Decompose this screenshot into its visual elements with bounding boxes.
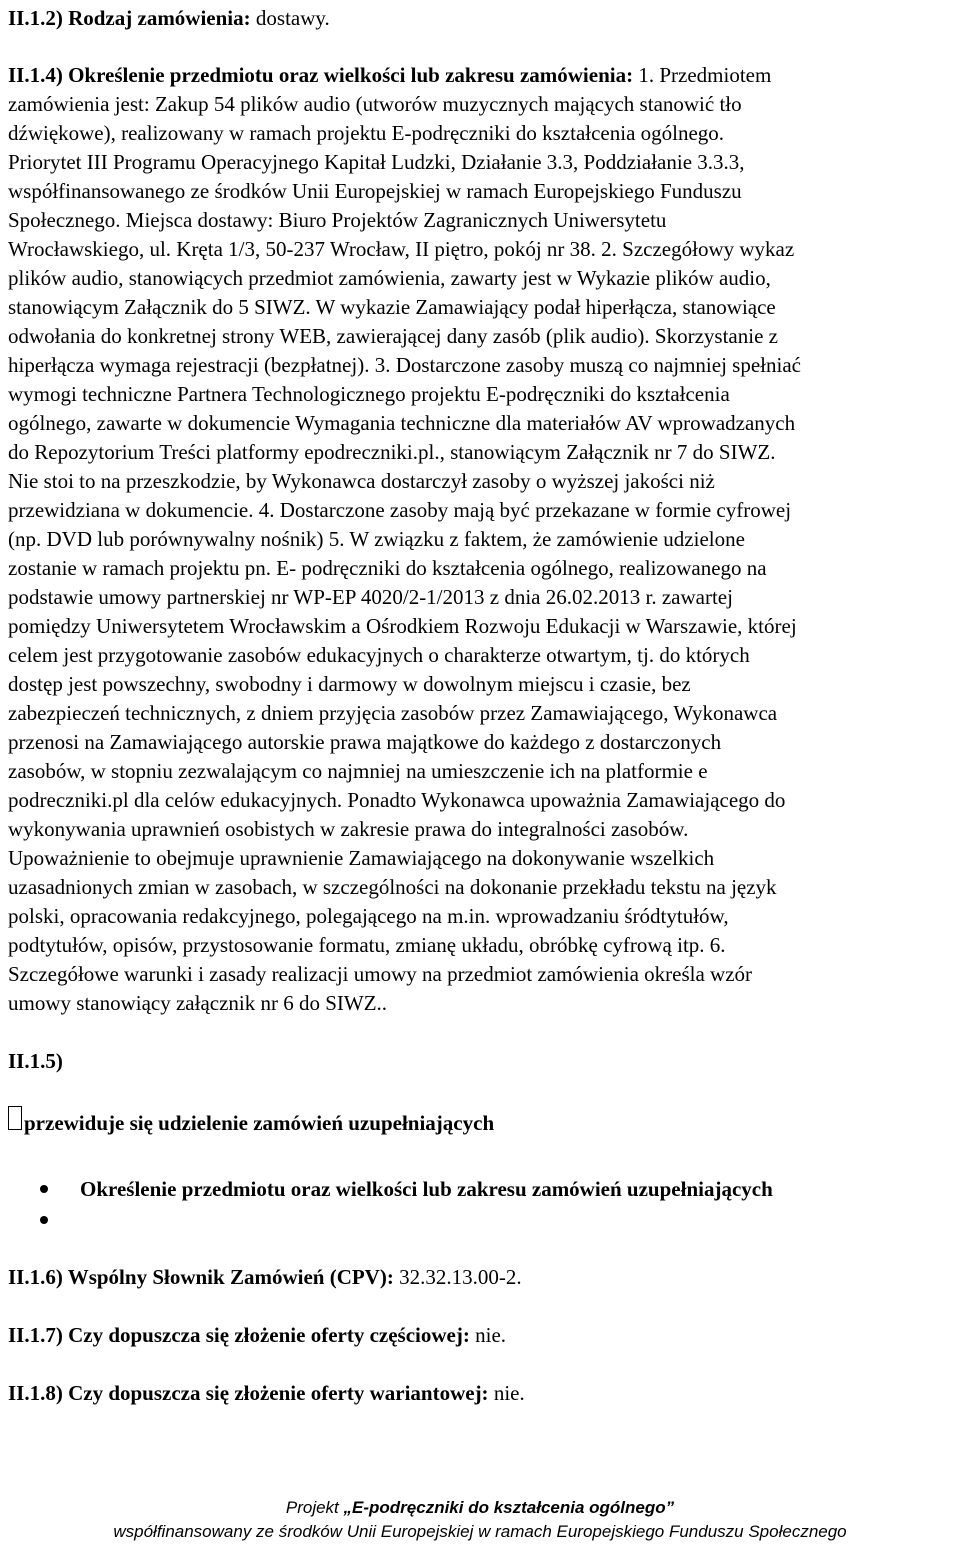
paragraph-line: przewidziana w dokumencie. 4. Dostarczone zasoby mają być przekazane w formie cyfrowej [8,498,792,522]
paragraph-line: podstawie umowy partnerskiej nr WP-EP 4020/2-1/2013 z dnia 26.02.2013 r. zawartej [8,585,733,609]
paragraph-line: przenosi na Zamawiającego autorskie prawa majątkowe do każdego z dostarczonych [8,730,722,754]
paragraph-line: zostanie w ramach projektu pn. E- podręczniki do kształcenia ogólnego, realizowanego na [8,556,767,580]
paragraph-line: współfinansowanego ze środków Unii Europejskiej w ramach Europejskiego Funduszu [8,179,742,203]
paragraph-line: plików audio, stanowiących przedmiot zamówienia, zawarty jest w Wykazie plików audio, [8,266,771,290]
paragraph-line: podtytułów, opisów, przystosowanie formatu, zmianę układu, obróbkę cyfrową itp. 6. [8,933,726,957]
bullet-item: Określenie przedmiotu oraz wielkości lub zakresu zamówień uzupełniających [80,1177,773,1201]
paragraph-line: Nie stoi to na przeszkodzie, by Wykonawca dostarczył zasoby o wyższej jakości niż [8,469,715,493]
paragraph-line: celem jest przygotowanie zasobów edukacyjnych o charakterze otwartym, tj. do których [8,643,750,667]
footer-funding-line: współfinansowany ze środków Unii Europejskiej w ramach Europejskiego Funduszu Społecznego [113,1522,847,1541]
footer-project-line [0,1497,960,1519]
paragraph-line: wymogi techniczne Partnera Technologicznego projektu E-podręczniki do kształcenia [8,382,730,406]
section-label: II.1.7) Czy dopuszcza się złożenie oferty częściowej: [8,1323,470,1347]
paragraph-line: odwołania do konkretnej strony WEB, zawierającej dany zasób (plik audio). Skorzystanie z [8,324,778,348]
paragraph-line: ogólnego, zawarte w dokumencie Wymagania techniczne dla materiałów AV wprowadzanych [8,411,796,435]
section-value: 32.32.13.00-2. [393,1265,522,1289]
bullet-icon [40,1185,48,1193]
footer-prefix: Projekt [285,1498,344,1517]
paragraph-line: zamówienia jest: Zakup 54 plików audio (utworów muzycznych mających stanowić tło [8,92,742,116]
paragraph-line: pomiędzy Uniwersytetem Wrocławskim a Ośrodkiem Rozwoju Edukacji w Warszawie, której [8,614,797,638]
section-label: II.1.2) Rodzaj zamówienia: [8,6,251,30]
paragraph-text: 1. Przedmiotem [633,63,772,87]
section-value: nie. [488,1381,525,1405]
section-label: II.1.4) Określenie przedmiotu oraz wielkości lub zakresu zamówienia: [8,63,634,87]
section-ii-1-8 [8,1379,525,1408]
paragraph-line: zasobów, w stopniu zezwalającym co najmniej na umieszczenie ich na platformie e [8,759,708,783]
section-ii-1-5-label: II.1.5) [8,1049,63,1073]
section-label: II.1.8) Czy dopuszcza się złożenie oferty wariantowej: [8,1381,489,1405]
paragraph-line: Upoważnienie to obejmuje uprawnienie Zamawiającego na dokonywanie wszelkich [8,846,715,870]
paragraph-line: stanowiącym Załącznik do 5 SIWZ. W wykazie Zamawiający podał hiperłącza, stanowiące [8,295,776,319]
paragraph-line: zabezpieczeń technicznych, z dniem przyjęcia zasobów przez Zamawiającego, Wykonawca [8,701,778,725]
section-ii-1-4-heading [8,61,771,90]
paragraph-line: hiperłącza wymaga rejestracji (bezpłatnej). 3. Dostarczone zasoby muszą co najmniej spełniać [8,353,801,377]
paragraph-line: (np. DVD lub porównywalny nośnik) 5. W związku z faktem, że zamówienie udzielone [8,527,745,551]
paragraph-line: umowy stanowiący załącznik nr 6 do SIWZ.. [8,991,388,1015]
paragraph-line: Społecznego. Miejsca dostawy: Biuro Projektów Zagranicznych Uniwersytetu [8,208,667,232]
paragraph-line: Wrocławskiego, ul. Kręta 1/3, 50-237 Wrocław, II piętro, pokój nr 38. 2. Szczegółowy wykaz [8,237,795,261]
paragraph-line: uzasadnionych zmian w zasobach, w szczególności na dokonanie przekładu tekstu na język [8,875,777,899]
footer-project-name: „E-podręczniki do kształcenia ogólnego” [343,1498,675,1517]
paragraph-line: dźwiękowe), realizowany w ramach projektu E-podręczniki do kształcenia ogólnego. [8,121,725,145]
section-value: dostawy. [250,6,330,30]
paragraph-line: dostęp jest powszechny, swobodny i darmowy w dowolnym miejscu i czasie, bez [8,672,691,696]
paragraph-line: Priorytet III Programu Operacyjnego Kapitał Ludzki, Działanie 3.3, Poddziałanie 3.3.3, [8,150,745,174]
paragraph-line: Szczegółowe warunki i zasady realizacji umowy na przedmiot zamówienia określa wzór [8,962,753,986]
bullet-icon [40,1216,48,1224]
paragraph-line: wykonywania uprawnień osobistych w zakresie prawa do integralności zasobów. [8,817,689,841]
section-value: nie. [469,1323,507,1347]
section-label: II.1.6) Wspólny Słownik Zamówień (CPV): [8,1265,394,1289]
checkbox-icon [8,1106,22,1130]
paragraph-line: polski, opracowania redakcyjnego, polegającego na m.in. wprowadzaniu śródtytułów, [8,904,729,928]
section-ii-1-7 [8,1321,506,1350]
paragraph-line: do Repozytorium Treści platformy epodreczniki.pl., stanowiącym Załącznik nr 7 do SIWZ. [8,440,776,464]
section-ii-1-6 [8,1263,522,1292]
paragraph-line: podreczniki.pl dla celów edukacyjnych. Ponadto Wykonawca upoważnia Zamawiającego do [8,788,786,812]
section-ii-1-2 [8,4,330,33]
checkbox-label: przewiduje się udzielenie zamówień uzupełniających [24,1111,495,1135]
